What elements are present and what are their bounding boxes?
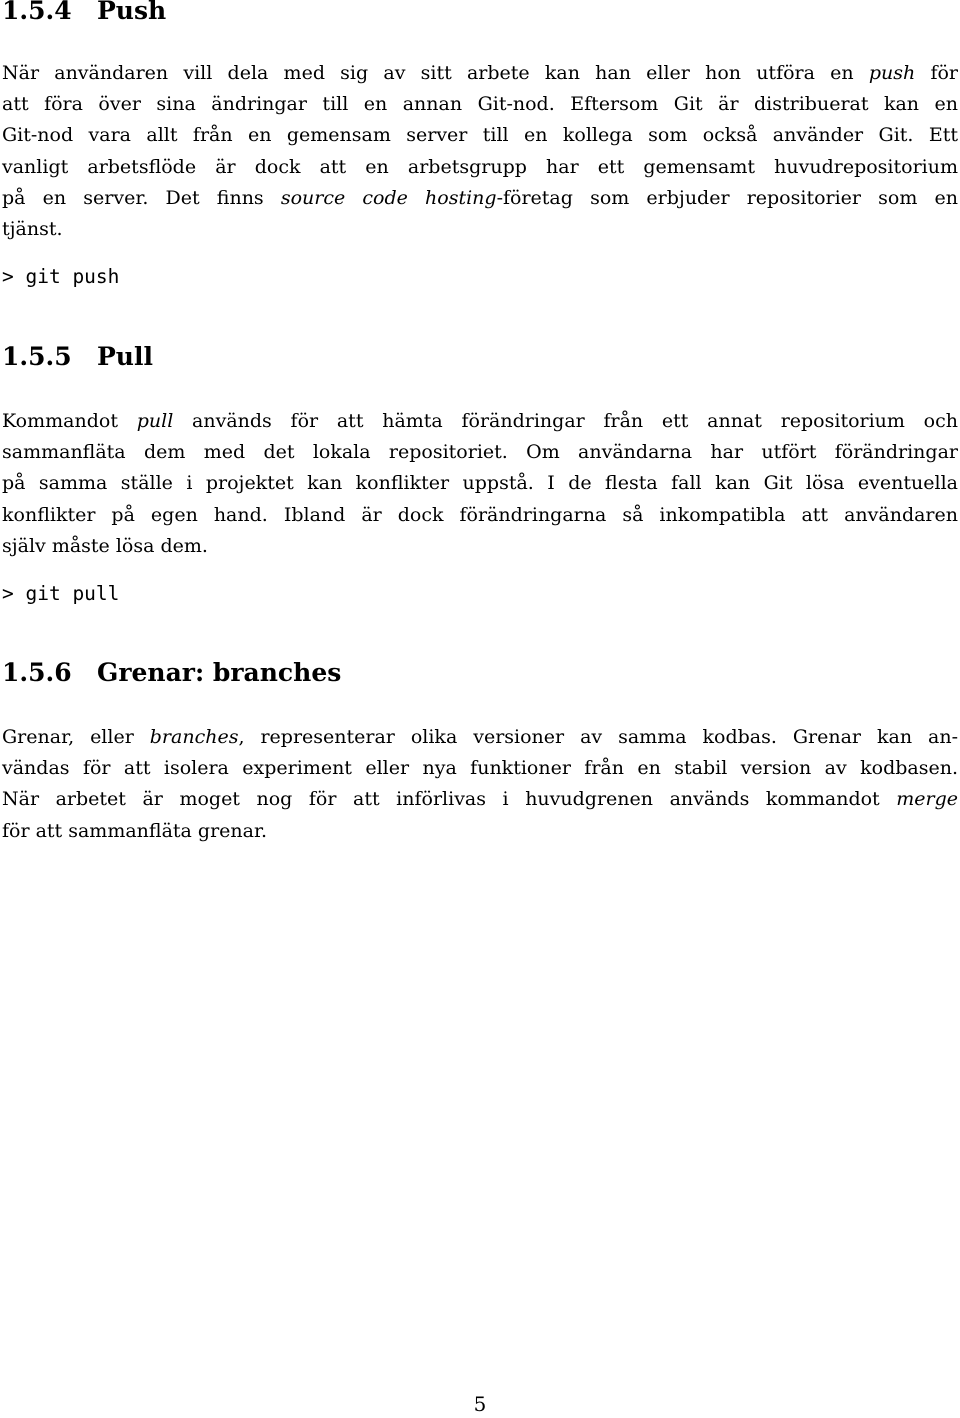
- paragraph-line: att föra över sina ändringar till en annan Git-nod. Eftersom Git är distribuerat kan en: [2, 93, 958, 116]
- paragraph-line: på en server. Det finns source code hosting-företag som erbjuder repositorier som en: [2, 186, 959, 209]
- section-title: Pull: [97, 342, 153, 371]
- emphasized-term: merge: [896, 788, 958, 811]
- paragraph-line: Grenar, eller branches, representerar olika versioner av samma kodbas. Grenar kan an-: [2, 726, 958, 748]
- command-git-pull: > git pull: [2, 582, 120, 605]
- emphasized-term: push: [868, 62, 916, 84]
- paragraph-line: sammanfläta dem med det lokala repositoriet. Om användarna har utfört förändringar: [2, 441, 958, 464]
- paragraph-push: [2, 58, 958, 245]
- emphasized-term: branches: [149, 726, 239, 748]
- page-number: 5: [473, 1392, 487, 1416]
- paragraph-line: vändas för att isolera experiment eller nya funktioner från en stabil version av kodbasen.: [2, 757, 958, 780]
- paragraph-line: själv måste lösa dem.: [2, 534, 208, 557]
- emphasized-term: source code hosting: [280, 186, 497, 209]
- paragraph-branches: [2, 722, 958, 847]
- section-number: 1.5.5: [2, 342, 72, 371]
- paragraph-line: vanligt arbetsflöde är dock att en arbetsgrupp har ett gemensamt huvudrepositorium: [2, 155, 958, 178]
- paragraph-line: När arbetet är moget nog för att införlivas i huvudgrenen används kommandot merge: [2, 788, 958, 811]
- paragraph-line: för att sammanfläta grenar.: [2, 819, 267, 842]
- paragraph-line: Git-nod vara allt från en gemensam server till en kollega som också använder Git. Ett: [2, 124, 958, 147]
- paragraph-line: När användaren vill dela med sig av sitt arbete kan han eller hon utföra en push för: [2, 62, 958, 84]
- paragraph-line: tjänst.: [2, 218, 63, 241]
- section-heading-pull: [2, 342, 153, 372]
- section-title: Grenar: branches: [97, 658, 342, 687]
- paragraph-line: konflikter på egen hand. Ibland är dock förändringarna så inkompatibla att användaren: [2, 503, 958, 526]
- section-title: Push: [97, 0, 167, 25]
- section-number: 1.5.4: [2, 0, 72, 25]
- paragraph-line: på samma ställe i projektet kan konflikter uppstå. I de flesta fall kan Git lösa eventuella: [2, 472, 958, 495]
- section-heading-branches: [2, 658, 341, 688]
- section-heading-push: [2, 0, 166, 26]
- paragraph-pull: [2, 406, 958, 562]
- emphasized-term: pull: [136, 410, 174, 432]
- section-number: 1.5.6: [2, 658, 72, 687]
- command-git-push: > git push: [2, 265, 120, 288]
- paragraph-line: Kommandot pull används för att hämta förändringar från ett annat repositorium och: [2, 410, 959, 432]
